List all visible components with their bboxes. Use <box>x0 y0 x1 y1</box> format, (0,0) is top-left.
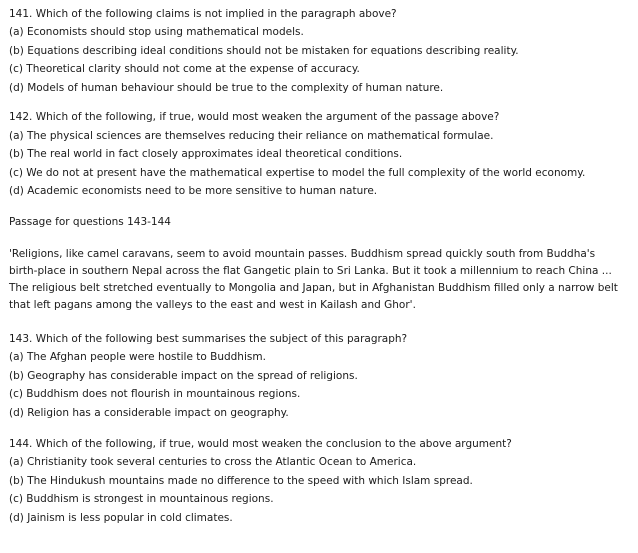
answer-option: (a) Economists should stop using mathematical models. <box>9 26 304 39</box>
answer-option: (d) Jainism is less popular in cold climates. <box>9 511 233 524</box>
question-block <box>9 8 629 95</box>
answer-option: (a) Christianity took several centuries to cross the Atlantic Ocean to America. <box>9 456 417 469</box>
answer-option: (a) The physical sciences are themselves reducing their reliance on mathematical formulae. <box>9 129 494 142</box>
question-stem: 143. Which of the following best summarises the subject of this paragraph? <box>9 332 408 345</box>
question-stem: 141. Which of the following claims is not implied in the paragraph above? <box>9 8 397 20</box>
question-stem: 142. Which of the following, if true, would most weaken the argument of the passage above? <box>9 111 500 124</box>
question-stem: 144. Which of the following, if true, would most weaken the conclusion to the above argument? <box>9 438 512 450</box>
passage-body: 'Religions, like camel caravans, seem to avoid mountain passes. Buddhism spread quickly south from Buddha's birth-place in southern Nepal across the flat Gangetic plain to Sri Lanka. But it took a millennium to reach China ... The religious belt stretched eventually to Mongolia and Japan, but in Afghanistan Buddhism filled only a narrow belt that left pagans among the valleys to the east and west in Kailash and Ghor'. <box>9 247 618 311</box>
question-block <box>9 111 629 198</box>
answer-option: (d) Academic economists need to be more sensitive to human nature. <box>9 184 378 197</box>
answer-option: (d) Models of human behaviour should be true to the complexity of human nature. <box>9 81 444 94</box>
question-block <box>9 438 629 525</box>
answer-option: (c) Buddhism does not flourish in mountainous regions. <box>9 388 301 401</box>
answer-option: (c) We do not at present have the mathematical expertise to model the full complexity of the world economy. <box>9 166 586 179</box>
answer-option: (d) Religion has a considerable impact on geography. <box>9 406 289 419</box>
answer-option: (b) The Hindukush mountains made no difference to the speed with which Islam spread. <box>9 474 473 487</box>
answer-option: (b) Geography has considerable impact on the spread of religions. <box>9 369 358 382</box>
answer-option: (c) Buddhism is strongest in mountainous regions. <box>9 493 274 506</box>
answer-option: (b) Equations describing ideal conditions should not be mistaken for equations describing reality. <box>9 44 519 57</box>
question-block <box>9 333 629 420</box>
answer-option: (c) Theoretical clarity should not come at the expense of accuracy. <box>9 63 360 76</box>
passage-heading: Passage for questions 143-144 <box>9 216 171 229</box>
answer-option: (b) The real world in fact closely approximates ideal theoretical conditions. <box>9 148 403 161</box>
answer-option: (a) The Afghan people were hostile to Buddhism. <box>9 351 266 364</box>
